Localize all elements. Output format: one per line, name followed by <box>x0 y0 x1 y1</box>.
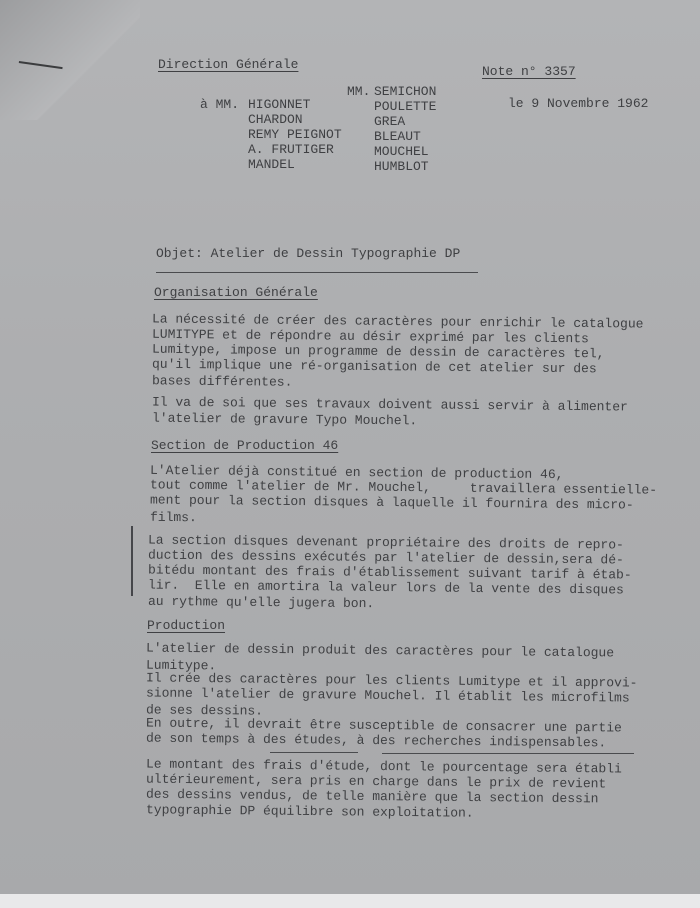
recipient: A. FRUTIGER <box>248 142 334 157</box>
text-line: L'Atelier déjà constitué en section de production 46, <box>149 462 564 483</box>
text-line: Il va de soi que ses travaux doivent aussi servir à alimenter <box>151 394 628 415</box>
recipient: BLEAUT <box>374 129 421 144</box>
text-line: L'atelier de dessin produit des caractères pour le catalogue <box>145 640 615 661</box>
text-line: au rythme qu'elle jugera bon. <box>147 593 375 612</box>
text-line: En outre, il devrait être susceptible de consacrer une partie <box>145 715 622 736</box>
recipient: GREA <box>374 114 406 129</box>
text-line: sionne l'atelier de gravure Mouchel. Il établit les microfilms <box>145 685 630 706</box>
emphasis-underline <box>382 753 634 754</box>
recipient: SEMICHON <box>374 84 437 99</box>
text-line: Lumitype, impose un programme de dessin de caractères tel, <box>151 341 605 362</box>
recipient: CHARDON <box>248 112 303 127</box>
text-line: typographie DP équilibre son exploitation. <box>145 802 474 821</box>
text-line: de son temps à des études, à des recherches indispensables. <box>145 730 607 751</box>
text-line: bitédu montant des frais d'établissement suivant tarif à étab- <box>147 562 632 583</box>
scan-bottom-edge <box>0 894 700 908</box>
subject-underline <box>156 272 478 273</box>
text-line: ultérieurement, sera pris en charge dans le prix de revient <box>145 771 607 792</box>
margin-mark <box>131 526 133 596</box>
text-line: Il crée des caractères pour les clients Lumitype et il approvi- <box>145 670 638 691</box>
text-line: Lumitype. <box>145 657 217 674</box>
text-line: films. <box>149 509 197 526</box>
text-line: Le montant des frais d'étude, dont le pourcentage sera établi <box>145 756 622 777</box>
text-line: qu'il implique une ré-organisation de cet atelier sur des <box>151 356 597 377</box>
recipient: HIGONNET <box>248 97 311 112</box>
folded-corner <box>0 0 140 120</box>
text-line: des dessins vendus, de telle manière que la section dessin <box>145 786 599 807</box>
text-line: La nécessité de créer des caractères pour enrichir le catalogue <box>151 311 644 332</box>
section-heading: Section de Production 46 <box>151 438 339 453</box>
recipient: MANDEL <box>248 157 295 172</box>
text-line: tout comme l'atelier de Mr. Mouchel, travaillera essentielle- <box>149 477 658 498</box>
recipients-mm-label: MM. <box>347 84 371 99</box>
recipients-prefix: à MM. <box>200 97 240 112</box>
section-heading: Organisation Générale <box>154 285 318 300</box>
text-line: de ses dessins. <box>145 702 264 719</box>
text-line: LUMITYPE et de répondre au désir exprimé par les clients <box>151 326 589 347</box>
text-line: ment pour la section disques à laquelle il fournira des micro- <box>149 492 634 513</box>
document-date: le 9 Novembre 1962 <box>508 96 649 111</box>
section-heading: Production <box>147 618 226 633</box>
text-line: bases différentes. <box>151 373 293 390</box>
text-line: La section disques devenant propriétaire des droits de repro- <box>147 532 624 553</box>
text-line: lir. Elle en amortira la valeur lors de la vente des disques <box>147 577 624 598</box>
subject-line: Objet: Atelier de Dessin Typographie DP <box>156 246 461 261</box>
text-line: duction des dessins exécutés par l'atelier de dessin,sera dé- <box>147 547 624 568</box>
recipient: REMY PEIGNOT <box>248 127 342 142</box>
text-line: l'atelier de gravure Typo Mouchel. <box>151 410 418 429</box>
recipient: MOUCHEL <box>374 144 429 159</box>
emphasis-underline <box>270 752 358 753</box>
note-number: Note n° 3357 <box>482 64 576 79</box>
recipient: POULETTE <box>374 99 437 114</box>
direction-heading: Direction Générale <box>158 57 299 72</box>
recipient: HUMBLOT <box>374 159 429 174</box>
